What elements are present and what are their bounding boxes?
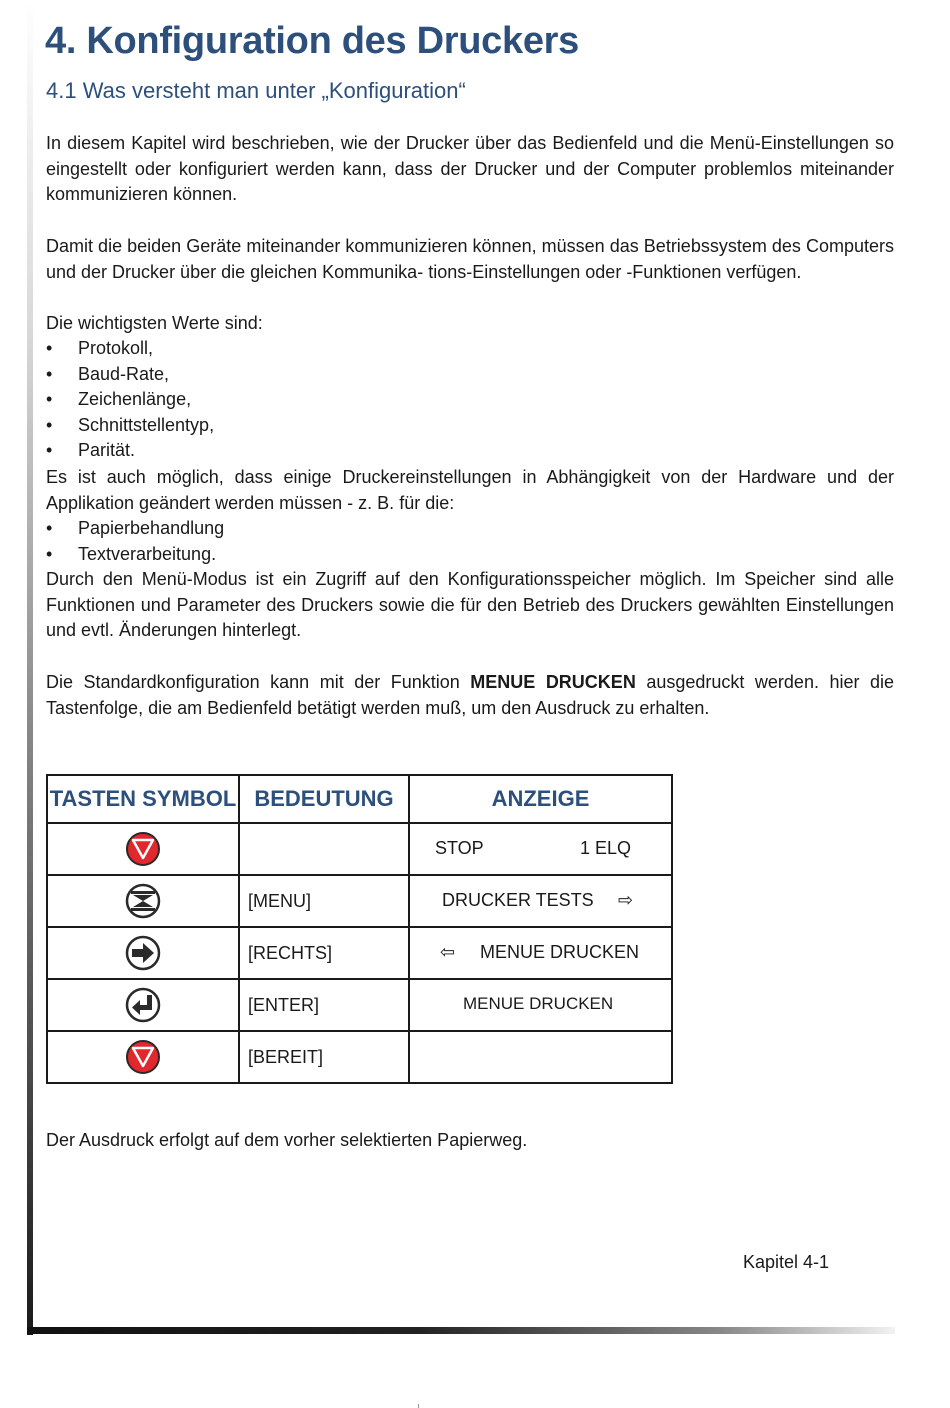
header-display: ANZEIGE — [409, 775, 672, 823]
list-item: • Baud-Rate, — [46, 362, 214, 388]
page-bottom-border — [27, 1327, 895, 1334]
intro-paragraph: In diesem Kapitel wird beschrieben, wie der Drucker über das Bedienfeld und die Menü-Einstellungen so eingestellt oder konfiguriert werden kann, dass der Drucker und der Computer problemlos miteinander kommunizieren können. — [46, 133, 894, 205]
list-item: • Protokoll, — [46, 336, 214, 362]
meaning-cell: [ENTER] — [239, 979, 409, 1031]
menu-hourglass-icon — [125, 883, 161, 919]
red-down-triangle-icon — [125, 831, 161, 867]
key-symbol-cell — [47, 1031, 239, 1083]
text-segment: Die Standardkonfiguration kann mit der Funktion — [46, 672, 471, 692]
display-text: STOP — [435, 838, 484, 858]
list-item: • Papierbehandlung — [46, 516, 224, 542]
header-key-symbol: TASTEN SYMBOL — [47, 775, 239, 823]
footer-note: Der Ausdruck erfolgt auf dem vorher selektierten Papierweg. — [46, 1130, 528, 1150]
key-symbol-cell — [47, 927, 239, 979]
display-text: MENUE DRUCKEN — [480, 942, 640, 962]
page-title: 4. Konfiguration des Druckers — [45, 20, 579, 62]
list-item: • Schnittstellentyp, — [46, 413, 214, 439]
hardware-paragraph: Es ist auch möglich, dass einige Druckereinstellungen in Abhängigkeit von der Hardware und der Applikation geändert werden müssen - z. B. für die: — [46, 467, 894, 513]
display-cell — [409, 979, 672, 1031]
display-text: 1 ELQ — [580, 838, 632, 858]
page-number: Kapitel 4-1 — [743, 1252, 830, 1272]
list-item: • Zeichenlänge, — [46, 387, 214, 413]
table-row — [47, 823, 672, 875]
settings-list — [46, 516, 224, 567]
table-row — [47, 927, 672, 979]
left-arrow-glyph: ⇦ — [440, 942, 456, 962]
display-text: DRUCKER TESTS — [442, 890, 594, 910]
meaning-cell — [239, 823, 409, 875]
key-sequence-table — [46, 774, 673, 1084]
key-symbol-cell — [47, 875, 239, 927]
text-segment: ausgedruckt werden. hier die Tastenfolge, die am Bedienfeld betätigt werden muß, um den Ausdruck zu erhalten. — [46, 672, 895, 718]
display-text: MENUE DRUCKEN — [463, 994, 614, 1013]
communication-paragraph: Damit die beiden Geräte miteinander kommunizieren können, müssen das Betriebssystem des Computers und der Drucker über die gleichen Kommunika- tions-Einstellungen oder -Funktionen verfügen. — [46, 236, 894, 282]
red-down-triangle-icon — [125, 1039, 161, 1075]
table-row — [47, 1031, 672, 1083]
meaning-cell: [MENU] — [239, 875, 409, 927]
page-left-border — [27, 0, 33, 1335]
scan-mark — [418, 1404, 419, 1408]
table-row — [47, 875, 672, 927]
display-cell — [409, 875, 672, 927]
display-cell — [409, 927, 672, 979]
meaning-cell: [RECHTS] — [239, 927, 409, 979]
display-cell — [409, 1031, 672, 1083]
header-meaning: BEDEUTUNG — [239, 775, 409, 823]
table-row — [47, 979, 672, 1031]
key-symbol-cell — [47, 979, 239, 1031]
right-arrow-icon — [125, 935, 161, 971]
right-arrow-glyph: ⇨ — [618, 890, 634, 910]
section-title: 4.1 Was versteht man unter „Konfiguration“ — [46, 78, 466, 103]
meaning-cell: [BEREIT] — [239, 1031, 409, 1083]
table-header-row — [47, 775, 672, 823]
standard-config-paragraph — [46, 670, 894, 721]
menu-print-keyword: MENUE DRUCKEN — [470, 672, 636, 692]
enter-arrow-icon — [125, 987, 161, 1023]
menu-mode-paragraph: Durch den Menü-Modus ist ein Zugriff auf den Konfigurationsspeicher möglich. Im Speicher sind alle Funktionen und Parameter des Druckers sowie die für den Betrieb des Druckers gewählten Einstellungen und evtl. Änderungen hinterlegt. — [46, 569, 894, 641]
list-item: • Textverarbeitung. — [46, 542, 224, 568]
values-list — [46, 336, 214, 464]
list-item: • Parität. — [46, 438, 214, 464]
values-intro: Die wichtigsten Werte sind: — [46, 313, 263, 333]
display-cell — [409, 823, 672, 875]
key-symbol-cell — [47, 823, 239, 875]
